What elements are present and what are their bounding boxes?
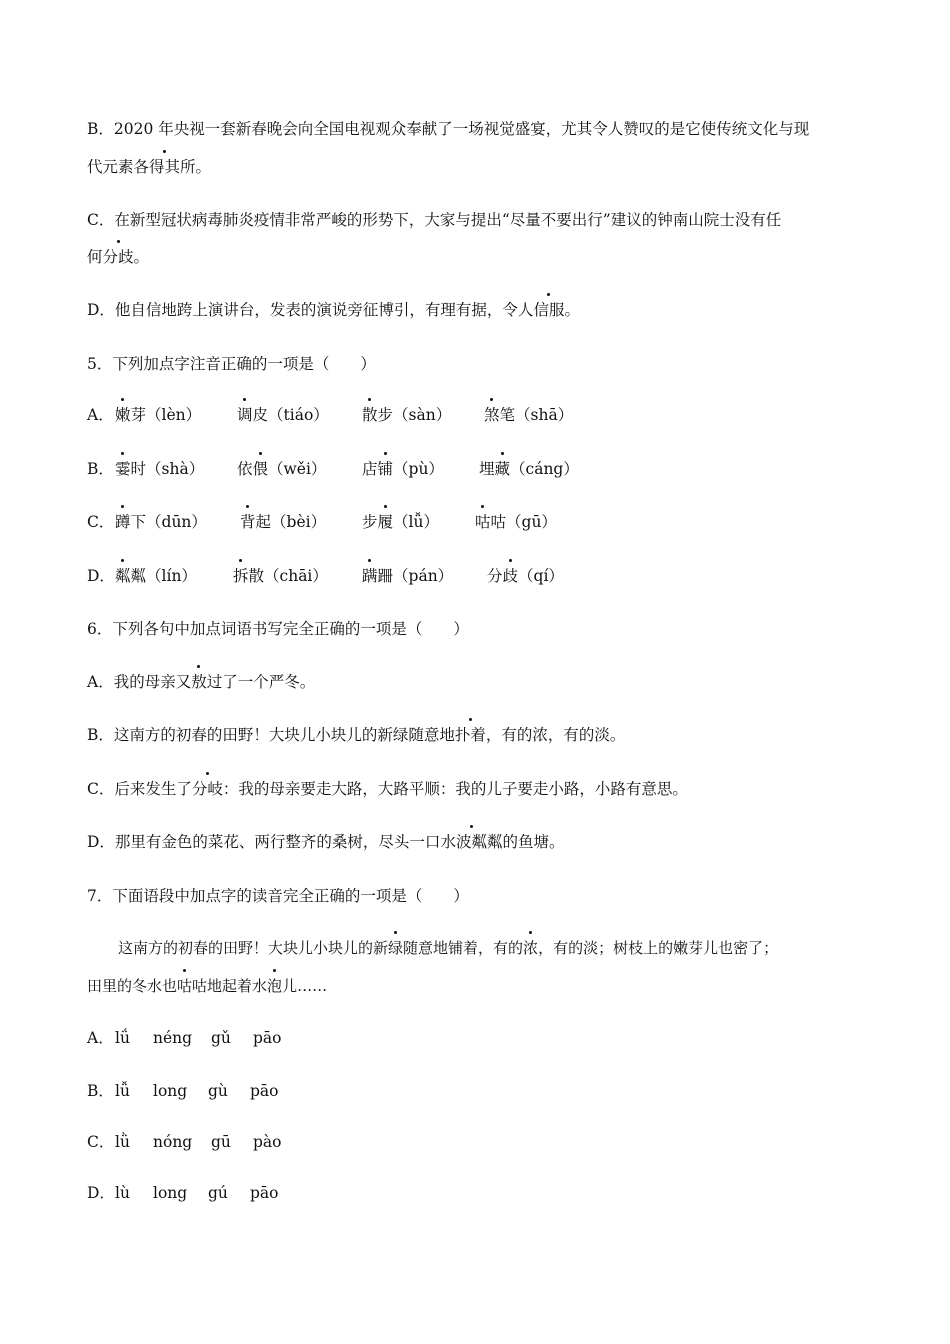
q5-c-item-4: 咕咕（gū） bbox=[475, 513, 557, 531]
q4-option-c-line2: 何分歧。 bbox=[87, 248, 150, 266]
q7-option-b: B． lǚ long gù pāo bbox=[87, 1082, 279, 1100]
q6-option-c: C．后来发生了分岐：我的母亲要走大路，大路平顺：我的儿子要走小路，小路有意思。 bbox=[87, 780, 688, 798]
emphasized-phrase: 分歧 bbox=[102, 248, 134, 266]
emphasized-phrase: 扑着 bbox=[454, 726, 486, 744]
q5-b-item-1: 霎时（shà） bbox=[115, 460, 205, 478]
q5-d-item-4: 分歧（qí） bbox=[487, 567, 564, 585]
q5-stem: 5．下列加点字注音正确的一项是（ ） bbox=[87, 355, 376, 373]
q5-d-item-1: 粼粼（lín） bbox=[115, 567, 197, 585]
q5-a-item-1: 嫩芽（lèn） bbox=[115, 406, 202, 424]
q7-option-a: A． lǘ néng gǔ pāo bbox=[87, 1029, 282, 1047]
q5-c-item-3: 步履（lǚ） bbox=[362, 513, 439, 531]
q6-stem: 6．下列各句中加点词语书写完全正确的一项是（ ） bbox=[87, 620, 469, 638]
q5-d-item-3: 蹒跚（pán） bbox=[362, 567, 454, 585]
q5-d-item-2: 拆散（chāi） bbox=[233, 567, 328, 585]
q5-a-item-3: 散步（sàn） bbox=[362, 406, 452, 424]
q5-a-item-4: 煞笔（shā） bbox=[484, 406, 574, 424]
q4-option-b-line2: 代元素各得其所。 bbox=[87, 158, 212, 176]
q7-passage-line2: 田里的冬水也咕咕地起着水泡儿…… bbox=[87, 977, 328, 995]
q6-option-a: A．我的母亲又敖过了一个严冬。 bbox=[87, 673, 316, 691]
q7-option-d: D． lù long gú pāo bbox=[87, 1184, 279, 1202]
q4-option-b-line1: B．2020 年央视一套新春晚会向全国电视观众奉献了一场视觉盛宴，尤其令人赞叹的是它使传统文化与现 bbox=[87, 120, 810, 138]
emphasized-phrase: 信服 bbox=[533, 301, 565, 319]
q5-c-item-1: 蹲下（dūn） bbox=[115, 513, 207, 531]
q7-stem: 7．下面语段中加点字的读音完全正确的一项是（ ） bbox=[87, 887, 469, 905]
q4-option-c-line1: C．在新型冠状病毒肺炎疫情非常严峻的形势下，大家与提出“尽量不要出行”建议的钟南山院士没有任 bbox=[87, 211, 782, 229]
emphasized-phrase: 敖 bbox=[191, 673, 207, 691]
emphasized-phrase: 各得其所 bbox=[133, 158, 196, 176]
q5-option-d: D． 粼粼（lín） 拆散（chāi） 蹒跚（pán） 分歧（qí） bbox=[87, 567, 564, 585]
q4-option-d: D．他自信地跨上演讲台，发表的演说旁征博引，有理有据，令人信服。 bbox=[87, 301, 580, 319]
q5-b-item-3: 店铺（pù） bbox=[362, 460, 444, 478]
q5-option-b: B． 霎时（shà） 依偎（wěi） 店铺（pù） 埋藏（cáng） bbox=[87, 460, 579, 478]
q6-option-b: B．这南方的初春的田野！大块儿小块儿的新绿随意地扑着，有的浓，有的淡。 bbox=[87, 726, 626, 744]
emphasized-phrase: 分岐 bbox=[191, 780, 223, 798]
q5-c-item-2: 背起（bèi） bbox=[240, 513, 327, 531]
q5-option-a: A． 嫩芽（lèn） 调皮（tiáo） 散步（sàn） 煞笔（shā） bbox=[87, 406, 574, 424]
q5-b-item-4: 埋藏（cáng） bbox=[479, 460, 579, 478]
q5-option-c: C． 蹲下（dūn） 背起（bèi） 步履（lǚ） 咕咕（gū） bbox=[87, 513, 557, 531]
q5-b-item-2: 依偎（wěi） bbox=[237, 460, 327, 478]
q6-option-d: D．那里有金色的菜花、两行整齐的桑树，尽头一口水波粼粼的鱼塘。 bbox=[87, 833, 565, 851]
q7-passage-line1: 这南方的初春的田野！大块儿小块儿的新绿随意地铺着，有的浓，有的淡；树枝上的嫩芽儿也密了； bbox=[118, 939, 779, 957]
q5-a-item-2: 调皮（tiáo） bbox=[237, 406, 329, 424]
q7-option-c: C． lǜ nóng gū pào bbox=[87, 1133, 282, 1151]
emphasized-phrase: 水波粼粼 bbox=[440, 833, 503, 851]
